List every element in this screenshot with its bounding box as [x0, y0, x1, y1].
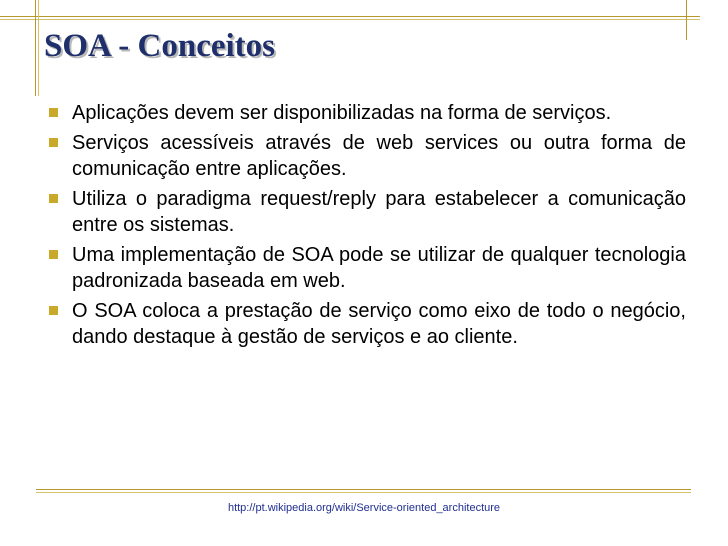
square-bullet-icon: [49, 108, 58, 117]
top-decorative-line-inner: [0, 19, 700, 20]
square-bullet-icon: [49, 194, 58, 203]
bullet-item: [46, 242, 686, 294]
bullet-text: Utiliza o paradigma request/reply para estabelecer a comunicação entre os sistemas.: [72, 188, 686, 236]
right-decorative-line: [686, 0, 687, 40]
square-bullet-icon: [49, 138, 58, 147]
source-link[interactable]: http://pt.wikipedia.org/wiki/Service-oriented_architecture: [227, 502, 501, 514]
bullet-text: Aplicações devem ser disponibilizadas na forma de serviços.: [72, 102, 612, 124]
square-bullet-icon: [49, 306, 58, 315]
left-decorative-line: [35, 0, 36, 96]
bullet-item: [46, 130, 686, 182]
bullet-text: Serviços acessíveis através de web services ou outra forma de comunicação entre aplicações.: [72, 132, 686, 180]
left-decorative-line-inner: [38, 0, 39, 96]
bullet-text: Uma implementação de SOA pode se utilizar de qualquer tecnologia padronizada baseada em web.: [72, 244, 686, 292]
bottom-decorative-line: [36, 489, 691, 490]
bottom-decorative-line-inner: [36, 492, 691, 493]
bullet-list: [46, 100, 686, 354]
bullet-item: [46, 100, 686, 126]
bullet-item: [46, 298, 686, 350]
top-decorative-line: [0, 16, 700, 17]
square-bullet-icon: [49, 250, 58, 259]
bullet-item: [46, 186, 686, 238]
bullet-text: O SOA coloca a prestação de serviço como eixo de todo o negócio, dando destaque à gestão de serviços e ao cliente.: [72, 300, 686, 348]
slide-title: SOA - Conceitos: [44, 28, 275, 64]
